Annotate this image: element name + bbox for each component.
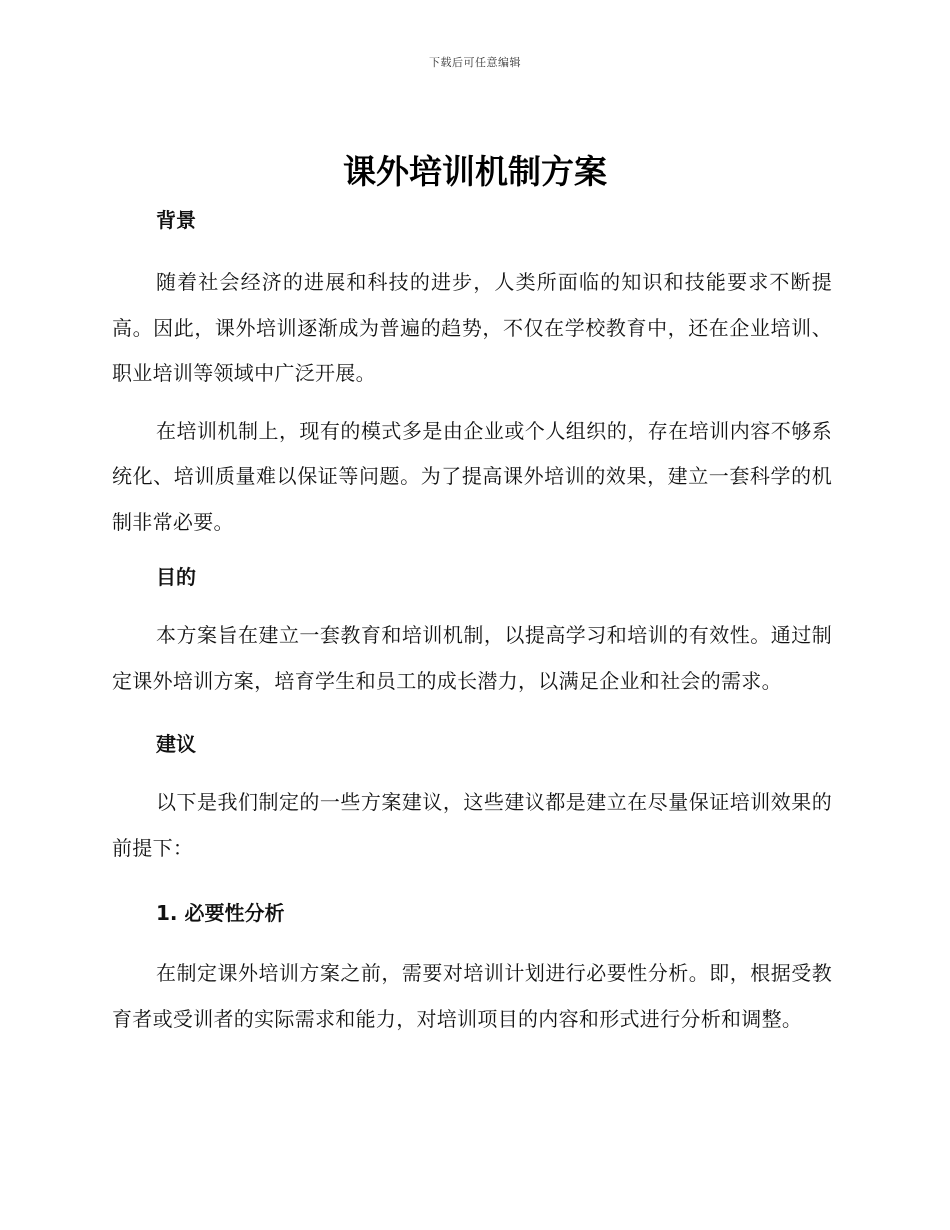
subsection-heading-necessity: 1. 必要性分析 bbox=[156, 901, 285, 925]
necessity-paragraph-1: 在制定课外培训方案之前，需要对培训计划进行必要性分析。即，根据受教育者或受训者的实际需求和能力，对培训项目的内容和形式进行分析和调整。 bbox=[112, 961, 832, 1031]
document-title: 课外培训机制方案 bbox=[343, 152, 607, 191]
section-heading-background: 背景 bbox=[156, 208, 196, 232]
background-paragraph-2: 在培训机制上，现有的模式多是由企业或个人组织的，存在培训内容不够系统化、培训质量难以保证等问题。为了提高课外培训的效果，建立一套科学的机制非常必要。 bbox=[112, 418, 832, 534]
section-heading-goal: 目的 bbox=[156, 565, 196, 589]
background-paragraph-1: 随着社会经济的进展和科技的进步，人类所面临的知识和技能要求不断提高。因此，课外培训逐渐成为普遍的趋势，不仅在学校教育中，还在企业培训、职业培训等领域中广泛开展。 bbox=[112, 270, 832, 385]
suggestions-paragraph-1: 以下是我们制定的一些方案建议，这些建议都是建立在尽量保证培训效果的前提下： bbox=[112, 790, 832, 860]
goal-paragraph-1: 本方案旨在建立一套教育和培训机制，以提高学习和培训的有效性。通过制定课外培训方案，培育学生和员工的成长潜力，以满足企业和社会的需求。 bbox=[112, 623, 832, 693]
section-heading-suggestions: 建议 bbox=[156, 732, 196, 756]
document-body bbox=[112, 204, 832, 1042]
header-note: 下载后可任意编辑 bbox=[429, 56, 521, 69]
